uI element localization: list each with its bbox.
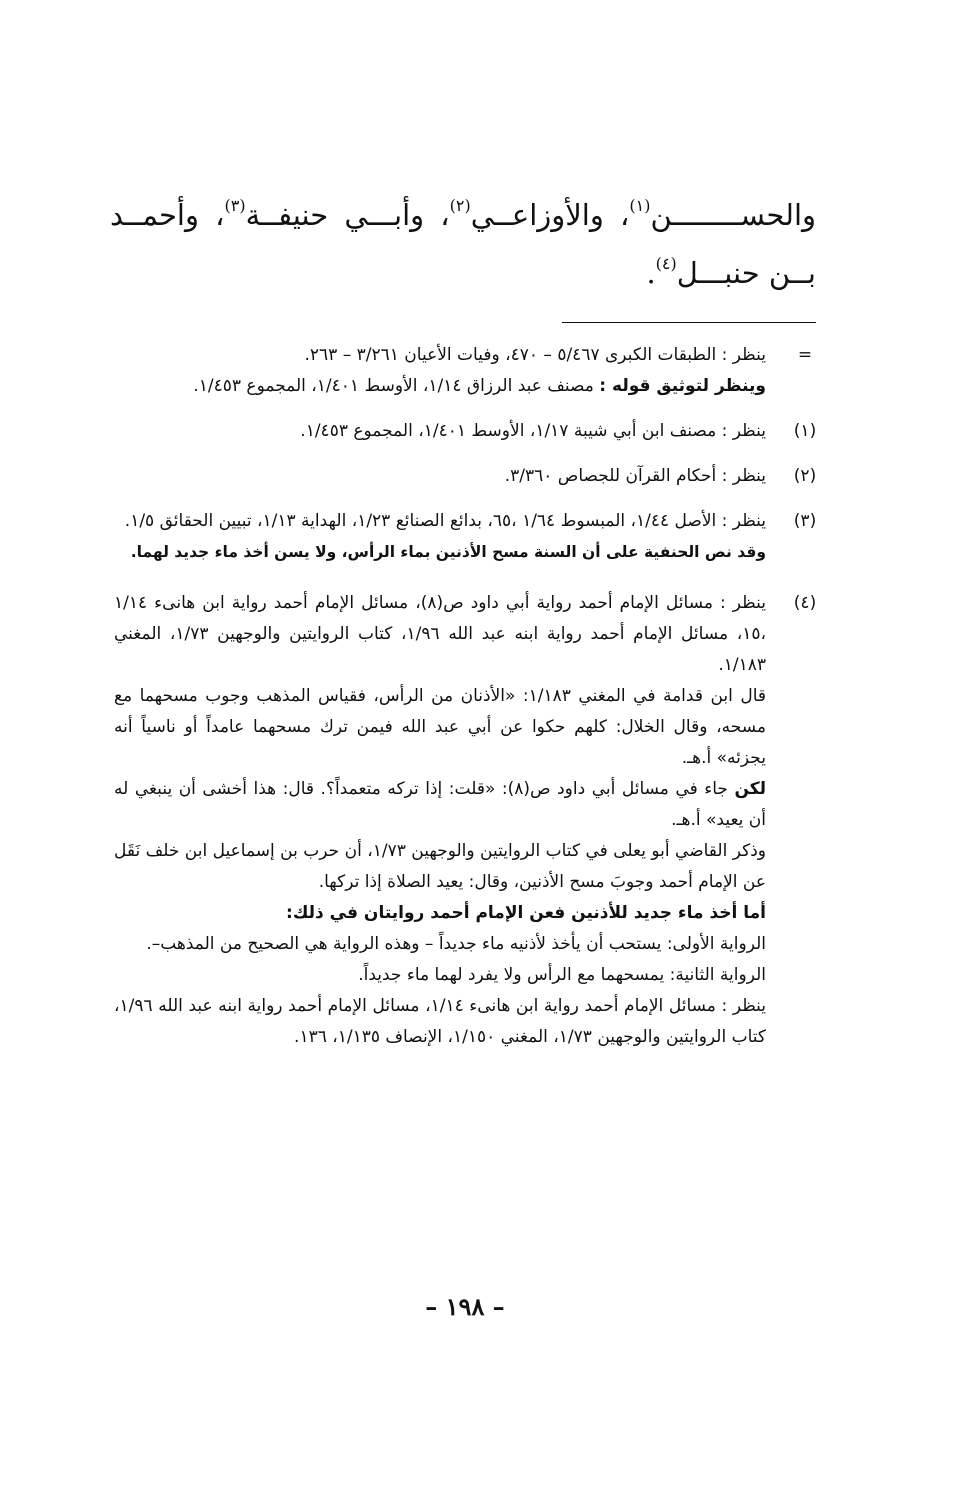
main-text	[110, 186, 816, 302]
footnote-ref[interactable]: (٢)	[449, 196, 471, 215]
main-text-part: ، والأوزاعــي	[470, 198, 630, 232]
footnote-2	[114, 461, 820, 492]
footnote-text: الرواية الأولى: يستحب أن يأخذ لأذنيه ماء جديداً – وهذه الرواية هي الصحيح من المذهب–.	[146, 934, 766, 954]
bold-lead: لكن	[734, 779, 767, 799]
footnote-separator	[562, 322, 816, 323]
footnote-quote: قال ابن قدامة في المغني ١/١٨٣: «الأذنان من الرأس، فقياس المذهب وجوب مسحهما مع مسحه، وقال الخلال: كلهم حكوا عن أبي عبد الله فيمن ترك مسحهما عامداً أو ناسياً أنه يجزئه» أ.هـ.	[114, 686, 766, 768]
main-text-part: ، وأبـــي حنيفــة	[245, 198, 450, 232]
footnote-quote	[114, 774, 766, 836]
footnote-marker: =	[797, 345, 813, 365]
main-text-part: والحســــــــن	[650, 198, 817, 232]
footnote-note: وقد نص الحنفية على أن السنة مسح الأذنين بماء الرأس، ولا يسن أخذ ماء جديد لهما.	[130, 543, 766, 561]
footnote-number: (٤)	[793, 593, 817, 613]
footnote-text-rest: مصنف عبد الرزاق ١/١٤، الأوسط ١/٤٠١، المجموع ١/٤٥٣.	[193, 376, 600, 396]
footnote-text: ينظر : مصنف ابن أبي شيبة ١/١٧، الأوسط ١/٤٠١، المجموع ١/٤٥٣.	[300, 421, 766, 441]
footnote-ref[interactable]: (٤)	[655, 254, 677, 273]
footnote-heading: أما أخذ ماء جديد للأذنين فعن الإمام أحمد روايتان في ذلك:	[286, 903, 766, 923]
page-number: – ١٩٨ –	[425, 1292, 505, 1321]
footnote-number: (١)	[793, 421, 817, 441]
footnote-text: ينظر : مسائل الإمام أحمد رواية أبي داود ص(٨)، مسائل الإمام أحمد رواية ابن هانىء ١/١٤ ،١٥، مسائل الإمام أحمد رواية ابنه عبد الله ١/٩٦، كتاب الروايتين والوجهين ١/٧٣، المغني ١/١٨٣.	[114, 593, 767, 675]
footnote-number: (٢)	[793, 466, 817, 486]
footnote-text-rest: جاء في مسائل أبي داود ص(٨): «قلت: إذا تركه متعمداً؟. قال: هذا أخشى أن ينبغي له أن يعيد» أ.هـ.	[114, 779, 766, 830]
bold-lead: وينظر لتوثيق قوله :	[599, 376, 766, 396]
footnotes	[114, 340, 820, 1053]
footnote-text: ينظر : أحكام القرآن للجصاص ٣/٣٦٠.	[504, 466, 766, 486]
footnote-text: ينظر : الأصل ١/٤٤، المبسوط ١/٦٤ ،٦٥، بدائع الصنائع ١/٢٣، الهداية ١/١٣، تبيين الحقائق ١/٥.	[124, 511, 766, 531]
footnote-text: ينظر : الطبقات الكبرى ٥/٤٦٧ – ٤٧٠، وفيات الأعيان ٣/٢٦١ – ٢٦٣.	[304, 345, 766, 365]
footnote-continuation	[114, 340, 820, 402]
footnote-ref[interactable]: (١)	[629, 196, 651, 215]
footnote-number: (٣)	[793, 511, 817, 531]
footnote-4	[114, 588, 820, 1053]
footnote-1	[114, 416, 820, 447]
footnote-text: الرواية الثانية: يمسحهما مع الرأس ولا يفرد لهما ماء جديداً.	[358, 965, 766, 985]
main-text-part: ، وأحمــد بــن حنبـــل	[110, 198, 816, 290]
footnote-text	[114, 371, 766, 402]
footnote-3	[114, 506, 820, 568]
footnote-text: وذكر القاضي أبو يعلى في كتاب الروايتين والوجهين ١/٧٣، أن حرب بن إسماعيل ابن خلف نَقَل عن الإمام أحمد وجوبَ مسح الأذنين، وقال: يعيد الصلاة إذا تركها.	[114, 841, 766, 892]
footnote-text: ينظر : مسائل الإمام أحمد رواية ابن هانىء ١/١٤، مسائل الإمام أحمد رواية ابنه عبد الله ١/٩٦، كتاب الروايتين والوجهين ١/٧٣، المغني ١/١٥٠، الإنصاف ١/١٣٥، ١٣٦.	[114, 996, 767, 1047]
main-text-part: .	[646, 256, 656, 290]
footnote-ref[interactable]: (٣)	[224, 196, 246, 215]
